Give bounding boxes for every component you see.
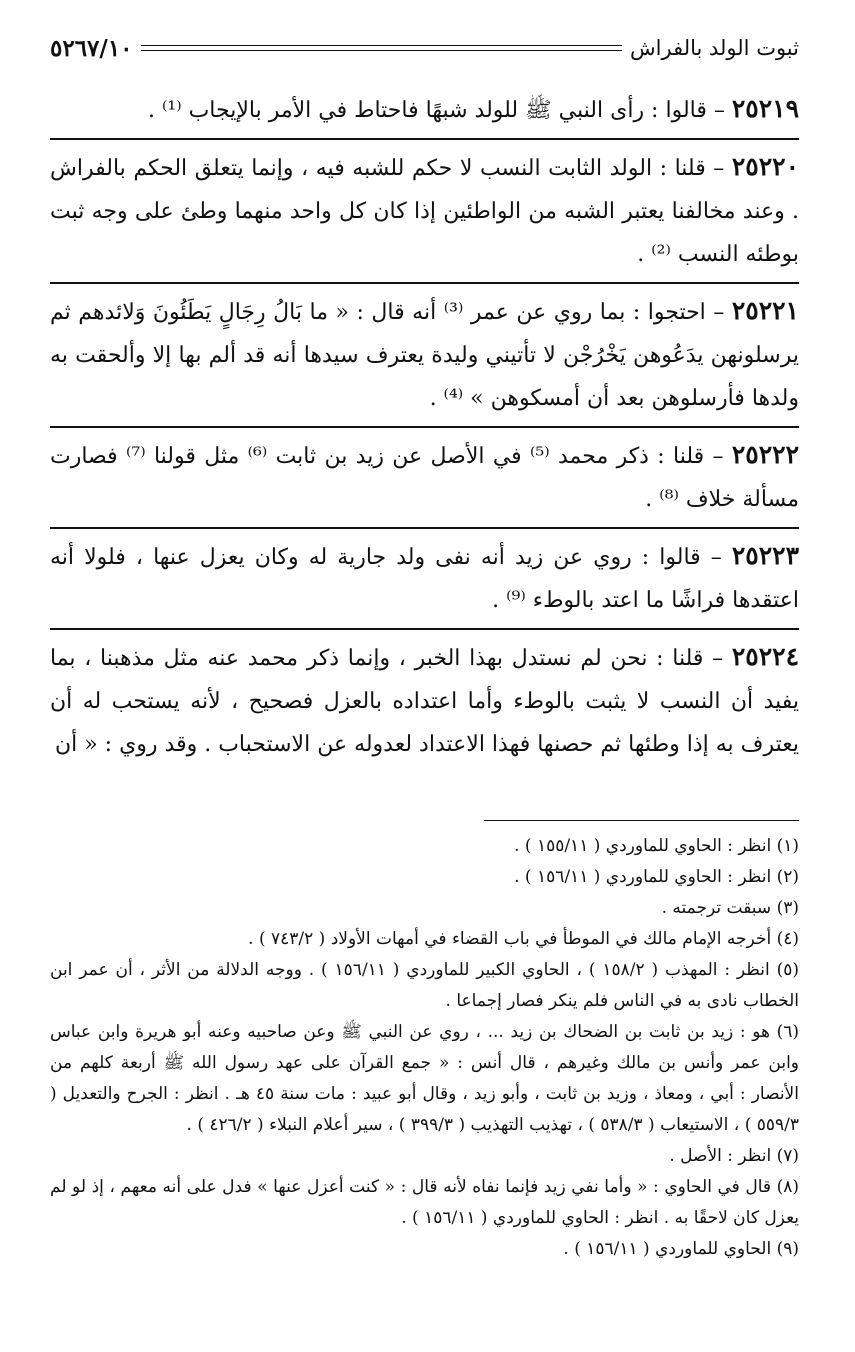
footnote: (٣) سبقت ترجمته . (661, 898, 799, 918)
footnote: (٢) انظر : الحاوي للماوردي ( ١٥٦/١١ ) . (514, 867, 799, 887)
paragraph (50, 140, 799, 282)
paragraph (50, 630, 799, 772)
footnote: (١) انظر : الحاوي للماوردي ( ١٥٥/١١ ) . (514, 836, 799, 856)
paragraph-number: ٢٥٢٢٤ (731, 642, 799, 671)
running-title: ثبوت الولد بالفراش (630, 36, 799, 60)
paragraph (50, 82, 799, 138)
footnote: (٦) هو : زيد بن ثابت بن الضحاك بن زيد ... ، روي عن النبي ﷺ وعن صاحبيه وعنه أبو هريرة وابن عباس وابن عمر وأنس بن مالك وغيرهم ، قال أنس : « جمع القرآن على عهد رسول الله ﷺ أربعة كلهم من الأنصار : أبي ، ومعاذ ، وزيد بن ثابت ، وأبو زيد ، وقال أبو عبيد : مات سنة ٤٥ هـ . انظر : الجرح والتعديل ( ٥٥٩/٣ ) ، الاستيعاب ( ٥٣٨/٣ ) ، تهذيب التهذيب ( ٣٩٩/٣ ) ، سير أعلام النبلاء ( ٤٢٦/٢ ) . (50, 1022, 799, 1135)
main-text (50, 82, 799, 772)
footnote-separator (484, 820, 799, 821)
footnote: (٨) قال في الحاوي : « وأما نفي زيد فإنما نفاه لأنه قال : « كنت أعزل عنها » فدل على أنه معهم ، إذ لو لم يعزل كان لاحقًا به . انظر : الحاوي للماوردي ( ١٥٦/١١ ) . (50, 1177, 799, 1228)
paragraph-number: ٢٥٢٢٢ (731, 440, 799, 469)
paragraph (50, 284, 799, 426)
paragraph-text: – قالوا : روي عن زيد أنه نفى ولد جارية له وكان يعزل عنها ، فلولا أنه اعتقدها فراشًا ما اعتد بالوطء ⁽⁹⁾ . (50, 545, 799, 613)
footnote: (٧) انظر : الأصل . (669, 1146, 799, 1166)
paragraph-text: – احتجوا : بما روي عن عمر ⁽³⁾ أنه قال : « ما بَالُ رِجَالٍ يَطَئُونَ وَلائدهم ثم يرسلونهن يدَعُوهن يَخْرُجْن لا تأتيني وليدة يعترف سيدها أنه قد ألم بها إلا وألحقت به ولدها فأرسلوهن بعد أن أمسكوهن » ⁽⁴⁾ . (50, 300, 799, 411)
page-reference: ٥٢٦٧/١٠ (50, 34, 133, 62)
footnotes (50, 831, 799, 1265)
footnote: (٩) الحاوي للماوردي ( ١٥٦/١١ ) . (563, 1239, 799, 1259)
paragraph-text: – قالوا : رأى النبي ﷺ للولد شبهًا فاحتاط في الأمر بالإيجاب ⁽¹⁾ . (147, 98, 732, 123)
paragraph-number: ٢٥٢١٩ (731, 94, 799, 123)
paragraph-number: ٢٥٢٢٣ (731, 541, 799, 570)
paragraph-text: – قلنا : الولد الثابت النسب لا حكم للشبه فيه ، وإنما يتعلق الحكم بالفراش . وعند مخالفنا يعتبر الشبه من الواطئين إذا كان كل واحد منهما وطئ على وجه ثبت بوطئه النسب ⁽²⁾ . (50, 156, 799, 267)
header-rule (141, 45, 622, 51)
paragraph-number: ٢٥٢٢١ (731, 296, 799, 325)
page-header (50, 28, 799, 68)
footnote: (٥) انظر : المهذب ( ١٥٨/٢ ) ، الحاوي الكبير للماوردي ( ١٥٦/١١ ) . ووجه الدلالة من الأثر ، أن عمر ابن الخطاب نادى به في الناس فلم ينكر فصار إجماعا . (50, 960, 799, 1011)
paragraph (50, 428, 799, 527)
paragraph (50, 529, 799, 628)
paragraph-text: – قلنا : ذكر محمد ⁽⁵⁾ في الأصل عن زيد بن ثابت ⁽⁶⁾ مثل قولنا ⁽⁷⁾ فصارت مسألة خلاف ⁽⁸⁾ . (50, 444, 799, 512)
paragraph-text: – قلنا : نحن لم نستدل بهذا الخبر ، وإنما ذكر محمد عنه مثل مذهبنا ، بما يفيد أن النسب لا يثبت بالوطء وأما اعتداده بالعزل فصحيح ، لأنه يستحب له أن يعترف به إذا وطئها ثم حصنها فهذا الاعتداد لعدوله عن الاستحباب . وقد روي : « أن (50, 646, 799, 757)
footnote: (٤) أخرجه الإمام مالك في الموطأ في باب القضاء في أمهات الأولاد ( ٧٤٣/٢ ) . (248, 929, 799, 949)
paragraph-number: ٢٥٢٢٠ (731, 152, 799, 181)
